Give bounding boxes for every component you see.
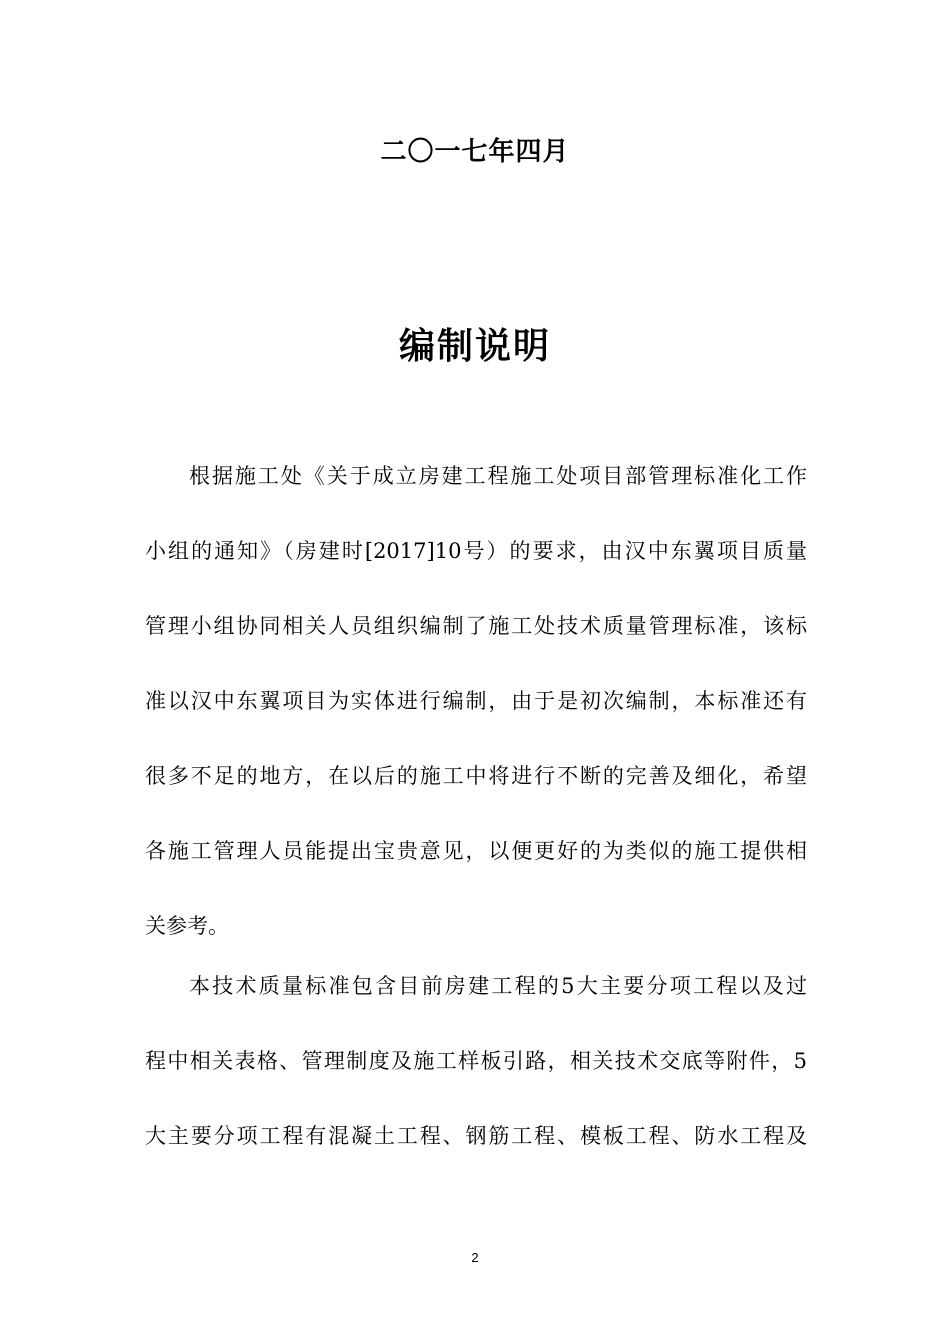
page-number: 2	[471, 1250, 479, 1265]
document-date: 二〇一七年四月	[380, 137, 570, 167]
paragraph-line: 本技术质量标准包含目前房建工程的5大主要分项工程以及过	[189, 974, 807, 998]
paragraph-line: 关参考。	[145, 914, 229, 938]
paragraph-line: 管理小组协同相关人员组织编制了施工处技术质量管理标准，该标	[145, 614, 807, 638]
paragraph-line: 很多不足的地方，在以后的施工中将进行不断的完善及细化，希望	[145, 764, 807, 788]
paragraph-line: 根据施工处《关于成立房建工程施工处项目部管理标准化工作	[189, 464, 807, 488]
paragraph-line: 程中相关表格、管理制度及施工样板引路，相关技术交底等附件，5	[145, 1049, 807, 1073]
paragraph-line: 准以汉中东翼项目为实体进行编制，由于是初次编制，本标准还有	[145, 689, 807, 713]
document-title: 编制说明	[398, 326, 551, 367]
paragraph-line: 各施工管理人员能提出宝贵意见，以便更好的为类似的施工提供相	[145, 839, 807, 863]
paragraph-line: 大主要分项工程有混凝土工程、钢筋工程、模板工程、防水工程及	[145, 1124, 807, 1148]
paragraph-line: 小组的通知》（房建时[2017]10号）的要求，由汉中东翼项目质量	[145, 539, 807, 563]
